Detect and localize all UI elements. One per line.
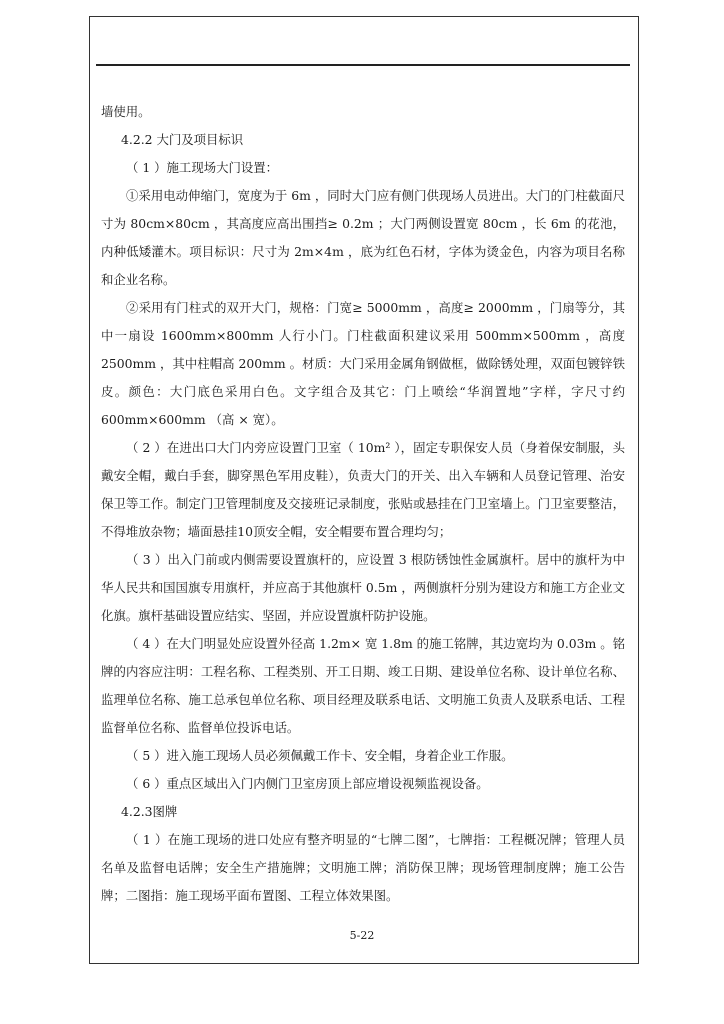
item-1-heading: （ 1 ）施工现场大门设置：: [126, 160, 279, 175]
section-heading-4-2-3: 4.2.3图牌: [121, 804, 178, 819]
item-5-paragraph: （ 5 ）进入施工现场人员必须佩戴工作卡、安全帽，身着企业工作服。: [126, 748, 514, 763]
continued-line: 墙使用。: [101, 104, 151, 119]
item-6-paragraph: （ 6 ）重点区域出入门内侧门卫室房顶上部应增设视频监视设备。: [126, 776, 489, 791]
item-7-paragraph: （ 1 ）在施工现场的进口处应有整齐明显的“七牌二图”，七牌指：工程概况牌；管理人员名单及监督电话牌；安全生产措施牌；文明施工牌；消防保卫牌；现场管理制度牌；施工公告牌；二图指：施工现场平面布置图、工程立体效果图。: [101, 832, 625, 903]
page-number: 5-22: [349, 929, 375, 942]
option-2-paragraph: ②采用有门柱式的双开大门，规格：门宽≥ 5000mm ，高度≥ 2000mm ，门扇等分，其中一扇设 1600mm×800mm 人行小门。门柱截面积建议采用 500mm×500mm ，高度 2500mm ，其中柱帽高 200mm 。材质：大门采用金属角钢做框，做除锈处理，双面包镀锌铁皮。颜色：大门底色采用白色。文字组合及其它：门上喷绘“华润置地”字样，字尺寸约 600mm×600mm （高 × 宽）。: [101, 300, 625, 427]
document-body: [101, 98, 625, 910]
item-4-paragraph: （ 4 ）在大门明显处应设置外径高 1.2m× 宽 1.8m 的施工铭牌，其边宽均为 0.03m 。铭牌的内容应注明：工程名称、工程类别、开工日期、竣工日期、建设单位名称、设计单位名称、监理单位名称、施工总承包单位名称、项目经理及联系电话、文明施工负责人及联系电话、工程监督单位名称、监督单位投诉电话。: [101, 636, 625, 735]
item-3-paragraph: （ 3 ）出入门前或内侧需要设置旗杆的，应设置 3 根防锈蚀性金属旗杆。居中的旗杆为中华人民共和国国旗专用旗杆，并应高于其他旗杆 0.5m ，两侧旗杆分别为建设方和施工方企业文化旗。旗杆基础设置应结实、坚固，并应设置旗杆防护设施。: [101, 552, 625, 623]
item-2-paragraph: （ 2 ）在进出口大门内旁应设置门卫室（ 10m² ），固定专职保安人员（身着保安制服，头戴安全帽，戴白手套，脚穿黑色军用皮鞋），负责大门的开关、出入车辆和人员登记管理、治安保卫等工作。制定门卫管理制度及交接班记录制度，张贴或悬挂在门卫室墙上。门卫室要整洁，不得堆放杂物；墙面悬挂10顶安全帽，安全帽要布置合理均匀；: [101, 440, 625, 539]
section-heading-4-2-2: 4.2.2 大门及项目标识: [121, 132, 244, 147]
option-1-paragraph: ①采用电动伸缩门，宽度为于 6m ，同时大门应有侧门供现场人员进出。大门的门柱截面尺寸为 80cm×80cm ，其高度应高出围挡≥ 0.2m ；大门两侧设置宽 80cm ，长 6m 的花池，内种低矮灌木。项目标识：尺寸为 2m×4m ，底为红色石材，字体为烫金色，内容为项目名称和企业名称。: [101, 188, 625, 287]
header-rule: [96, 64, 630, 66]
